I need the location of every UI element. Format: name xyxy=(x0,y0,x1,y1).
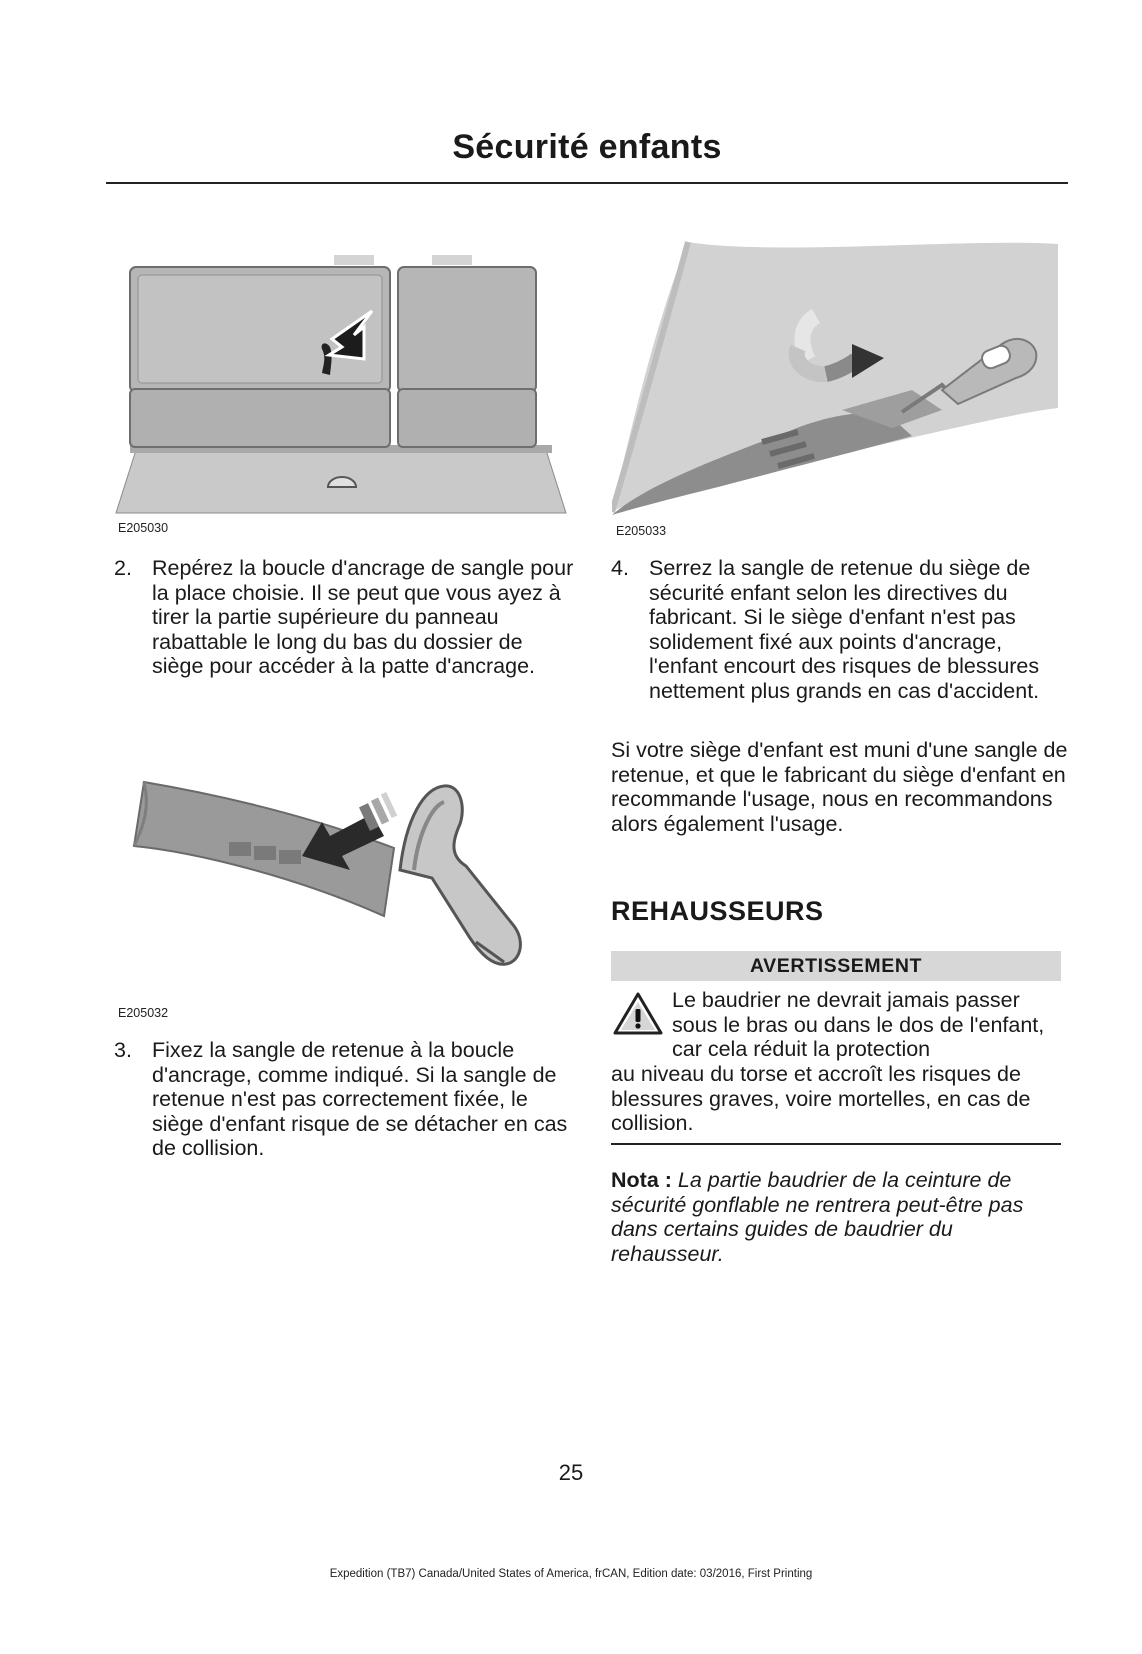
seat-back-anchor-illustration xyxy=(114,255,568,515)
warning-banner: AVERTISSEMENT xyxy=(611,951,1061,981)
list-item-step-2 xyxy=(114,556,574,679)
page-title: Sécurité enfants xyxy=(452,128,722,166)
warning-text: Le baudrier ne devrait jamais passer sous le bras ou dans le dos de l'enfant, car cela réduit la protection xyxy=(672,988,1045,1062)
section-heading: REHAUSSEURS xyxy=(611,896,824,926)
step-number: 2. xyxy=(114,556,132,580)
figure-id: E205032 xyxy=(118,1006,169,1020)
figure-id: E205033 xyxy=(616,524,667,538)
warning-text-continued: au niveau du torse et accroît les risques de blessures graves, voire mortelles, en cas de collision. xyxy=(611,1062,1031,1136)
step-number: 4. xyxy=(611,556,629,580)
warning-divider xyxy=(611,1143,1061,1145)
footer: Expedition (TB7) Canada/United States of America, frCAN, Edition date: 03/2016, First Printing xyxy=(329,1568,813,1580)
tether-paragraph: Si votre siège d'enfant est muni d'une sangle de retenue, et que le fabricant du siège d'enfant en recommande l'usage, nous en recommandons alors également l'usage. xyxy=(611,738,1068,836)
header-divider xyxy=(106,182,1068,184)
note-text: La partie baudrier de la ceinture de sécurité gonflable ne rentrera peut-être pas dans certains guides de baudrier du rehausseur. xyxy=(611,1168,1024,1266)
step-text: Serrez la sangle de retenue du siège de sécurité enfant selon les directives du fabricant. Si le siège d'enfant n'est pas solidement fixé aux points d'ancrage, l'enfant encourt des risques de blessures nettement plus grands en cas d'accident. xyxy=(649,556,1040,703)
figure-tether-tightening xyxy=(612,240,1060,515)
figure-id: E205030 xyxy=(118,521,169,535)
note-label: Nota : xyxy=(611,1168,672,1192)
warning-triangle-icon xyxy=(612,990,664,1041)
tether-hook-attach-illustration xyxy=(114,766,568,976)
figure-seat-back-anchor xyxy=(114,255,568,515)
step-text: Repérez la boucle d'ancrage de sangle pour la place choisie. Il se peut que vous ayez à tirer la partie supérieure du panneau rabattable le long du bas du dossier de siège pour accéder à la patte d'ancrage. xyxy=(152,556,574,679)
page-number: 25 xyxy=(558,1460,584,1485)
step-text: Fixez la sangle de retenue à la boucle d'ancrage, comme indiqué. Si la sangle de retenue n'est pas correctement fixée, le siège d'enfant risque de se détacher en cas de collision. xyxy=(152,1038,568,1161)
list-item-step-4 xyxy=(611,556,1069,704)
note xyxy=(611,1168,1069,1266)
list-item-step-3 xyxy=(114,1038,574,1161)
tether-tightening-illustration xyxy=(612,240,1060,515)
figure-tether-hook xyxy=(114,766,568,976)
step-number: 3. xyxy=(114,1038,132,1062)
